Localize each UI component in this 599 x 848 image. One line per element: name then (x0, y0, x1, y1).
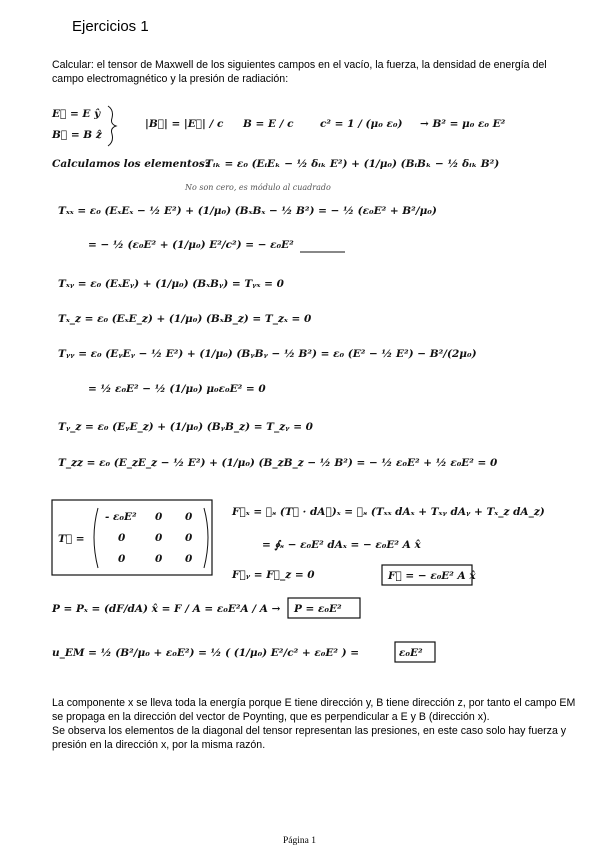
tensor-general: Tᵢₖ = ε₀ (EᵢEₖ − ½ δᵢₖ E²) + (1/μ₀) (BᵢBₖ − ½ δᵢₖ B²) (205, 158, 500, 170)
tyy-line1: Tᵧᵧ = ε₀ (EᵧEᵧ − ½ E²) + (1/μ₀) (BᵧBᵧ − ½ B²) = ε₀ (E² − ½ E²) − B²/(2μ₀) (58, 348, 477, 360)
problem-statement: Calcular: el tensor de Maxwell de los siguientes campos en el vacío, la fuerza, la densidad de energía del campo electromagnético y la presión de radiación: (52, 59, 547, 85)
page-footer: Página 1 (283, 836, 316, 846)
field-b: B⃗ = B ẑ (52, 129, 102, 141)
explanation-paragraph-1: La componente x se lleva toda la energía porque E tiene dirección y, B tiene dirección z, por tanto el campo EM se propaga en la dirección del vector de Poynting, que es perpendicular a E y B (dirección x). (52, 697, 576, 723)
calc-label: Calculamos los elementos: (52, 158, 209, 170)
txy: Tₓᵧ = ε₀ (EₓEᵧ) + (1/μ₀) (BₓBᵧ) = Tᵧₓ = 0 (58, 278, 284, 290)
txx-line2: = − ½ (ε₀E² + (1/μ₀) E²/c²) = − ε₀E² (88, 239, 294, 251)
matrix-cell: 0 (118, 532, 126, 544)
matrix-cell: 0 (185, 553, 193, 565)
force-yz: F⃗ᵧ = F⃗_z = 0 (232, 569, 315, 581)
matrix-cell: - ε₀E² (105, 511, 137, 523)
matrix-cell: 0 (118, 553, 126, 565)
page-title: Ejercicios 1 (72, 18, 149, 35)
b-squared: → B² = μ₀ ε₀ E² (420, 118, 506, 130)
pressure-result: P = ε₀E² (294, 603, 342, 615)
matrix-cell: 0 (155, 511, 163, 523)
mod-b: |B⃗| = |E⃗| / c (145, 118, 224, 130)
field-e: E⃗ = E ŷ (52, 108, 101, 120)
matrix-cell: 0 (155, 553, 163, 565)
c-squared: c² = 1 / (μ₀ ε₀) (320, 118, 403, 130)
matrix-left-paren (94, 508, 98, 568)
pressure-eq: P = Pₓ = (dF/dA) x̂ = F / A = ε₀E²A / A → (52, 603, 281, 615)
matrix-cell: 0 (185, 532, 193, 544)
force-line2: = ∮ₛ − ε₀E² dAₓ = − ε₀E² A x̂ (262, 539, 421, 551)
tensor-matrix (105, 511, 193, 565)
matrix-right-paren (204, 508, 208, 568)
energy-eq: u_EM = ½ (B²/μ₀ + ε₀E²) = ½ ( (1/μ₀) E²/c² + ε₀E² ) = (52, 647, 360, 659)
brace (108, 106, 116, 146)
energy-result: ε₀E² (399, 647, 423, 659)
b-def: B = E / c (243, 118, 294, 130)
txx-line1: Tₓₓ = ε₀ (EₓEₓ − ½ E²) + (1/μ₀) (BₓBₓ − ½ B²) = − ½ (ε₀E² + B²/μ₀) (58, 205, 437, 217)
matrix-cell: 0 (155, 532, 163, 544)
tzz: T_zz = ε₀ (E_zE_z − ½ E²) + (1/μ₀) (B_zB_z − ½ B²) = − ½ ε₀E² + ½ ε₀E² = 0 (58, 457, 498, 469)
tyy-line2: = ½ ε₀E² − ½ (1/μ₀) μ₀ε₀E² = 0 (88, 383, 266, 395)
matrix-cell: 0 (185, 511, 193, 523)
force-result: F⃗ = − ε₀E² A x̂ (388, 570, 476, 582)
tensor-symbol: T⃡ = (58, 533, 85, 545)
force-line1: F⃗ₓ = ∮ₛ (T⃡ · dA⃗)ₓ = ∮ₛ (Tₓₓ dAₓ + Tₓᵧ dAᵧ + Tₓ_z dA_z) (232, 506, 545, 518)
handwritten-note: No son cero, es módulo al cuadrado (185, 183, 331, 192)
txz: Tₓ_z = ε₀ (EₓE_z) + (1/μ₀) (BₓB_z) = T_zₓ = 0 (58, 313, 312, 325)
explanation-paragraph-2: Se observa los elementos de la diagonal del tensor representan las presiones, en este caso solo hay fuerza y presión en la dirección x, por la misma razón. (52, 725, 567, 751)
tyz: Tᵧ_z = ε₀ (EᵧE_z) + (1/μ₀) (BᵧB_z) = T_zᵧ = 0 (58, 421, 313, 433)
